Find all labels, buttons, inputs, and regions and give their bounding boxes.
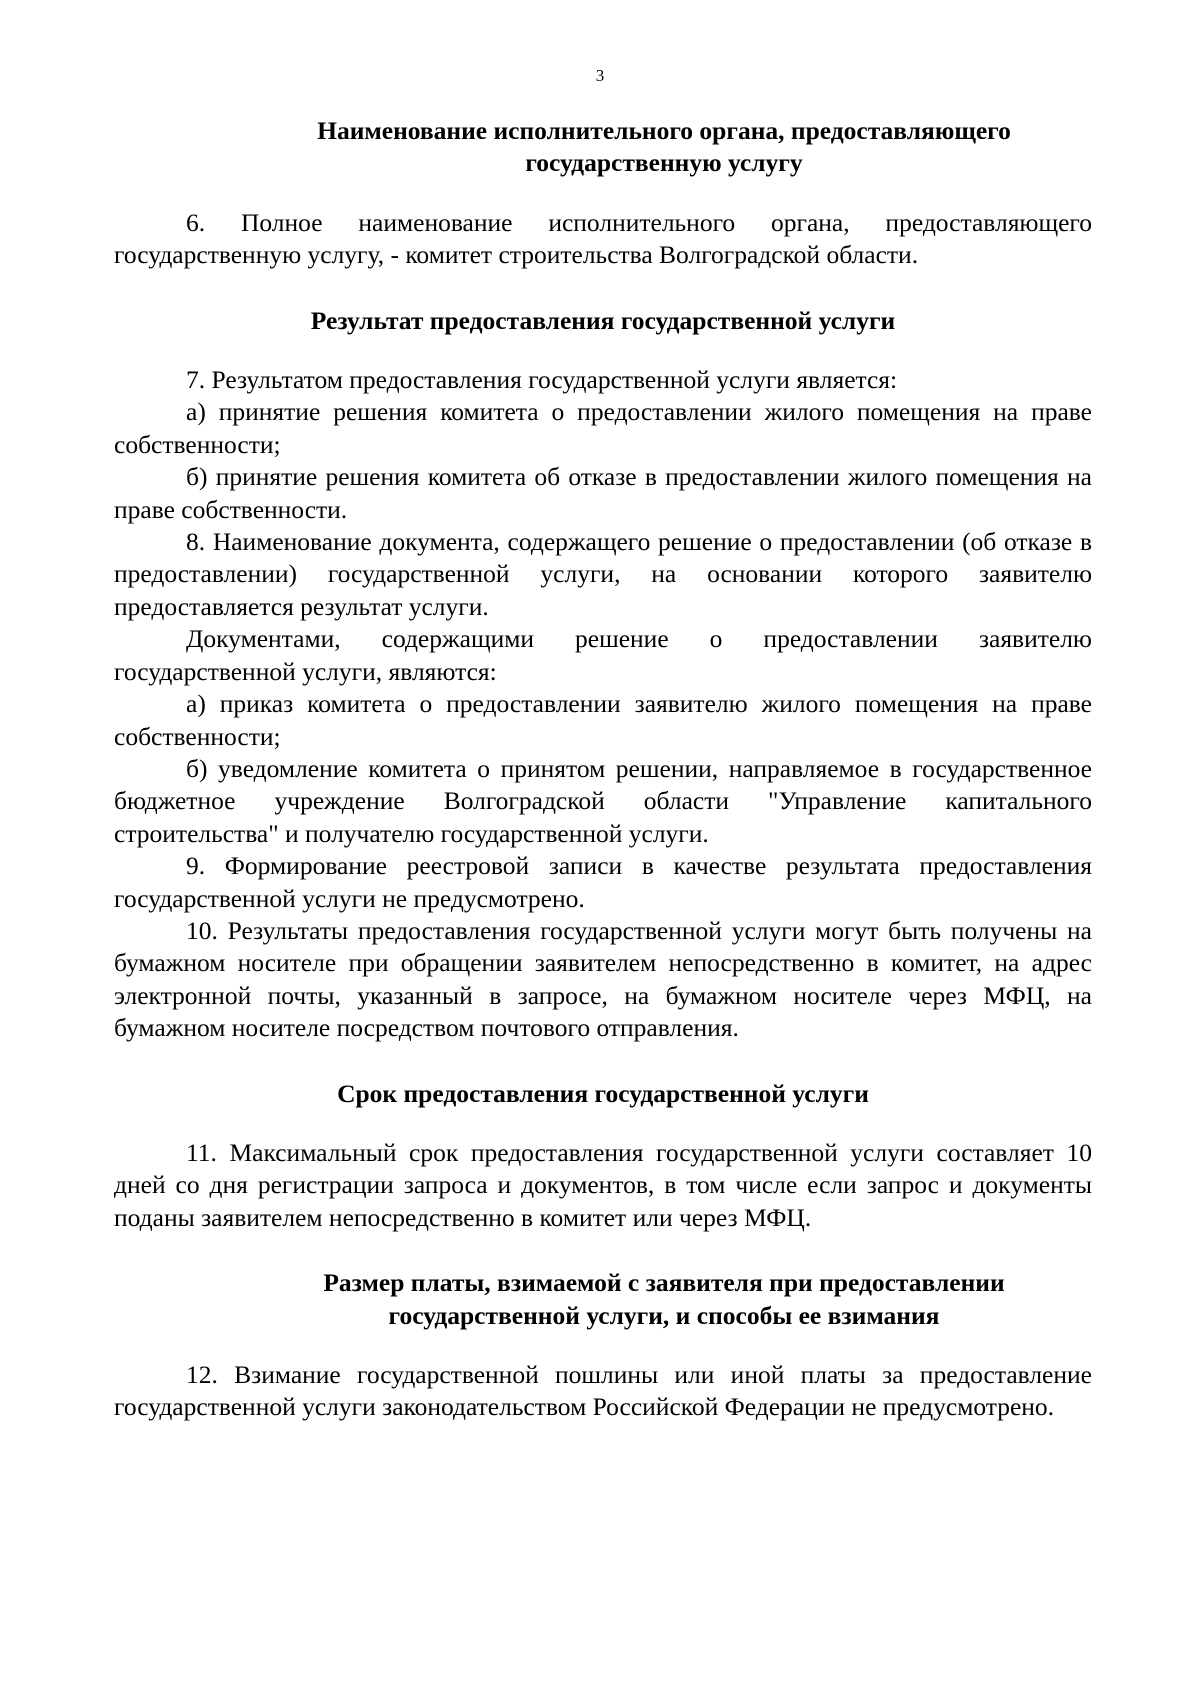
paragraph: Документами, содержащими решение о предоставлении заявителю государственной услуги, являются: (114, 624, 1092, 686)
paragraph: а) приказ комитета о предоставлении заявителю жилого помещения на праве собственности; (114, 689, 1092, 751)
section-heading-term: Срок предоставления государственной услуги (337, 1078, 869, 1108)
paragraph: 8. Наименование документа, содержащего решение о предоставлении (об отказе в предоставлении) государственной услуги, на основании которого заявителю предоставляется результат услуги. (114, 527, 1092, 621)
paragraph: 7. Результатом предоставления государственной услуги является: (186, 365, 898, 395)
paragraph: б) принятие решения комитета об отказе в предоставлении жилого помещения на праве собственности. (114, 462, 1092, 524)
paragraph: 12. Взимание государственной пошлины или иной платы за предоставление государственной услуги законодательством Российской Федерации не предусмотрено. (114, 1360, 1092, 1422)
page-number: 3 (595, 66, 605, 85)
paragraph: 11. Максимальный срок предоставления государственной услуги составляет 10 дней со дня регистрации запроса и документов, в том числе если запрос и документы поданы заявителем непосредственно в комитет или через МФЦ. (114, 1137, 1092, 1232)
document-body (114, 115, 1092, 1424)
paragraph: б) уведомление комитета о принятом решении, направляемое в государственное бюджетное учреждение Волгоградской области "Управление капитального строительства" и получателю государственной услуги. (114, 753, 1092, 848)
section-heading-result: Результат предоставления государственной услуги (310, 305, 896, 335)
paragraph: 9. Формирование реестровой записи в качестве результата предоставления государственной услуги не предусмотрено. (114, 851, 1092, 913)
paragraph: 10. Результаты предоставления государственной услуги могут быть получены на бумажном носителе при обращении заявителем непосредственно в комитет, на адрес электронной почты, указанный в запросе, на бумажном носителе через МФЦ, на бумажном носителе посредством почтового отправления. (114, 915, 1092, 1043)
paragraph: 6. Полное наименование исполнительного органа, предоставляющего государственную услугу, - комитет строительства Волгоградской области. (114, 207, 1092, 270)
section-heading-organ: Наименование исполнительного органа, предоставляющего государственную услугу (317, 116, 1011, 178)
section-heading-fee: Размер платы, взимаемой с заявителя при предоставлении государственной услуги, и способы ее взимания (323, 1268, 1005, 1330)
paragraph: а) принятие решения комитета о предоставлении жилого помещения на праве собственности; (114, 397, 1092, 459)
